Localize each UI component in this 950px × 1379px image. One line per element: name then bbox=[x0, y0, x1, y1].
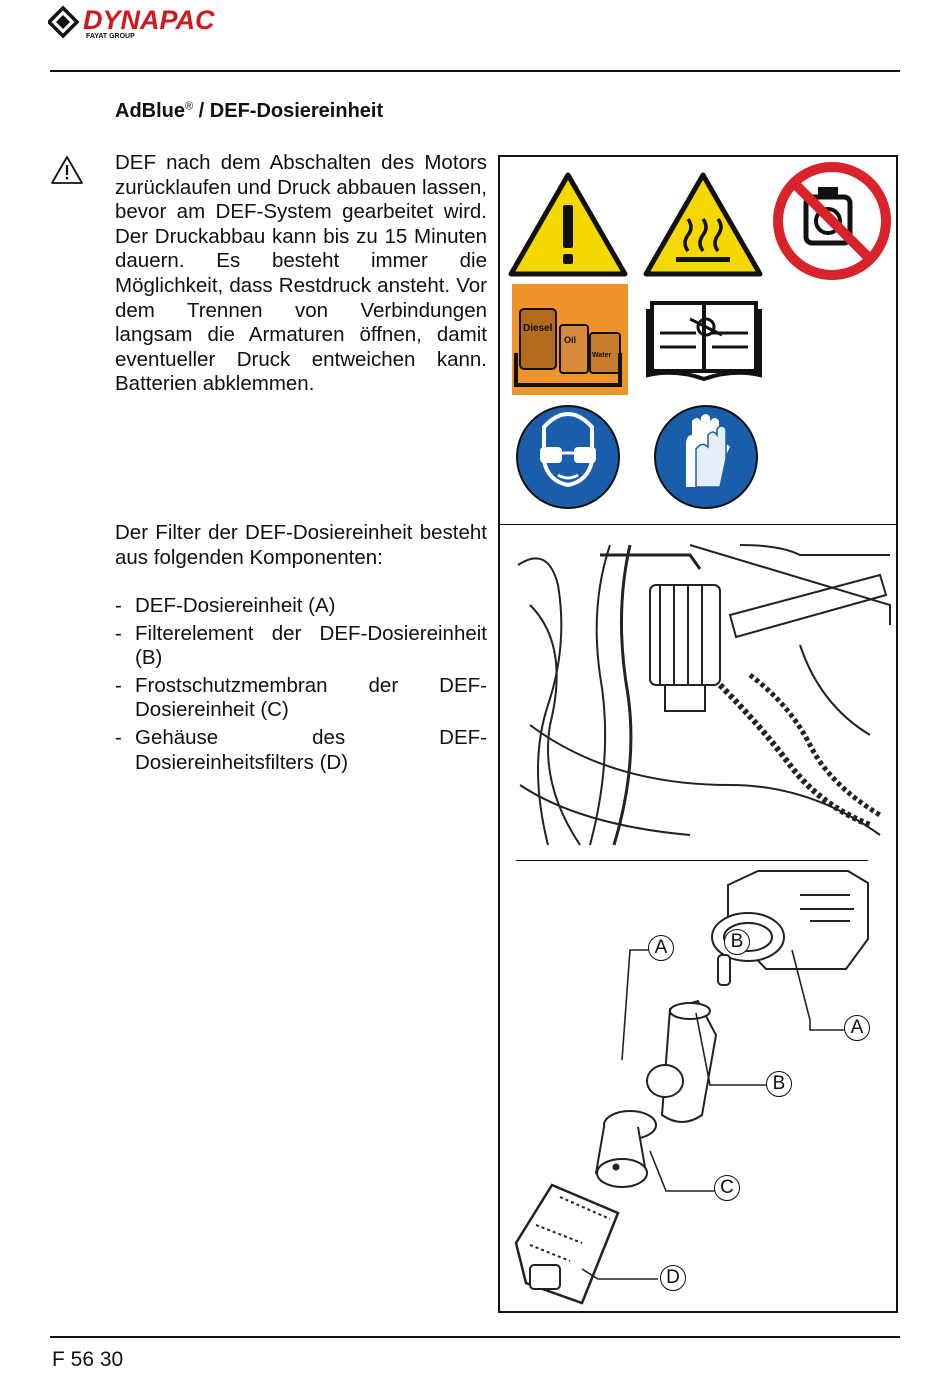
callout-b-lower: B bbox=[766, 1071, 792, 1097]
filter-intro-text: Der Filter der DEF-Dosiereinheit besteht aus folgenden Komponenten: bbox=[115, 521, 487, 569]
section-title-main: AdBlue bbox=[115, 100, 185, 122]
engine-bay-photo bbox=[518, 545, 890, 845]
no-engine-running-icon bbox=[778, 167, 886, 275]
page-code: F 56 30 bbox=[52, 1348, 124, 1371]
hazardous-fluids-icon bbox=[512, 284, 628, 395]
callout-a-left: A bbox=[648, 935, 674, 961]
warning-text: DEF nach dem Abschalten des Motors zurücklaufen und Druck abbauen lassen, bevor am DEF-System gearbeitet wird. Der Druckabbau kann bis zu 15 Minuten dauern. Es besteht immer die Möglichkeit, dass Restdruck ansteht. Vor dem Trennen von Verbindungen langsam die Armaturen öffnen, damit eventueller Druck entweichen kann. Batterien abklemmen. bbox=[115, 151, 487, 396]
hot-surface-icon bbox=[646, 175, 760, 274]
callout-d: D bbox=[660, 1265, 686, 1291]
callout-b-top: B bbox=[724, 929, 750, 955]
list-item-text: Filterelement der DEF-Dosiereinheit (B) bbox=[135, 621, 487, 670]
list-dash: - bbox=[115, 673, 122, 697]
dynapac-logo bbox=[48, 4, 308, 44]
list-item bbox=[115, 674, 487, 723]
warning-triangle-icon bbox=[50, 155, 84, 185]
read-manual-icon bbox=[648, 303, 760, 379]
section-title-rest: / DEF-Dosiereinheit bbox=[193, 100, 384, 122]
brand-name: DYNAPAC bbox=[83, 5, 215, 35]
logo-diamond-icon bbox=[49, 8, 77, 36]
list-dash: - bbox=[115, 725, 122, 749]
header-rule bbox=[50, 70, 900, 72]
list-item-text: DEF-Dosiereinheit (A) bbox=[135, 594, 336, 617]
list-item bbox=[115, 622, 487, 671]
list-dash: - bbox=[115, 594, 122, 617]
photo-divider-rule bbox=[516, 860, 868, 861]
fluid-label-diesel: Diesel bbox=[523, 323, 553, 334]
illustration-panel bbox=[498, 524, 898, 1313]
safety-symbol-panel bbox=[498, 155, 898, 526]
protective-gloves-icon bbox=[655, 406, 757, 508]
registered-mark: ® bbox=[185, 100, 194, 113]
eye-protection-icon bbox=[517, 406, 619, 508]
fluid-label-water: Water bbox=[592, 352, 612, 359]
list-item-text: Gehäuse des DEF-Dosiereinheitsfilters (D) bbox=[135, 725, 487, 774]
fluid-label-oil: Oil bbox=[564, 335, 577, 345]
list-item bbox=[115, 726, 487, 775]
brand-subtitle: FAYAT GROUP bbox=[86, 33, 135, 40]
section-title bbox=[115, 100, 383, 123]
list-item bbox=[115, 594, 487, 619]
component-list bbox=[115, 594, 487, 778]
general-warning-icon bbox=[511, 175, 625, 274]
list-dash: - bbox=[115, 621, 122, 645]
callout-a-right: A bbox=[844, 1015, 870, 1041]
callout-c: C bbox=[714, 1175, 740, 1201]
exploded-filter-diagram bbox=[516, 871, 868, 1303]
list-item-text: Frostschutzmembran der DEF-Dosiereinheit (C) bbox=[135, 673, 487, 722]
footer-rule bbox=[50, 1336, 900, 1338]
